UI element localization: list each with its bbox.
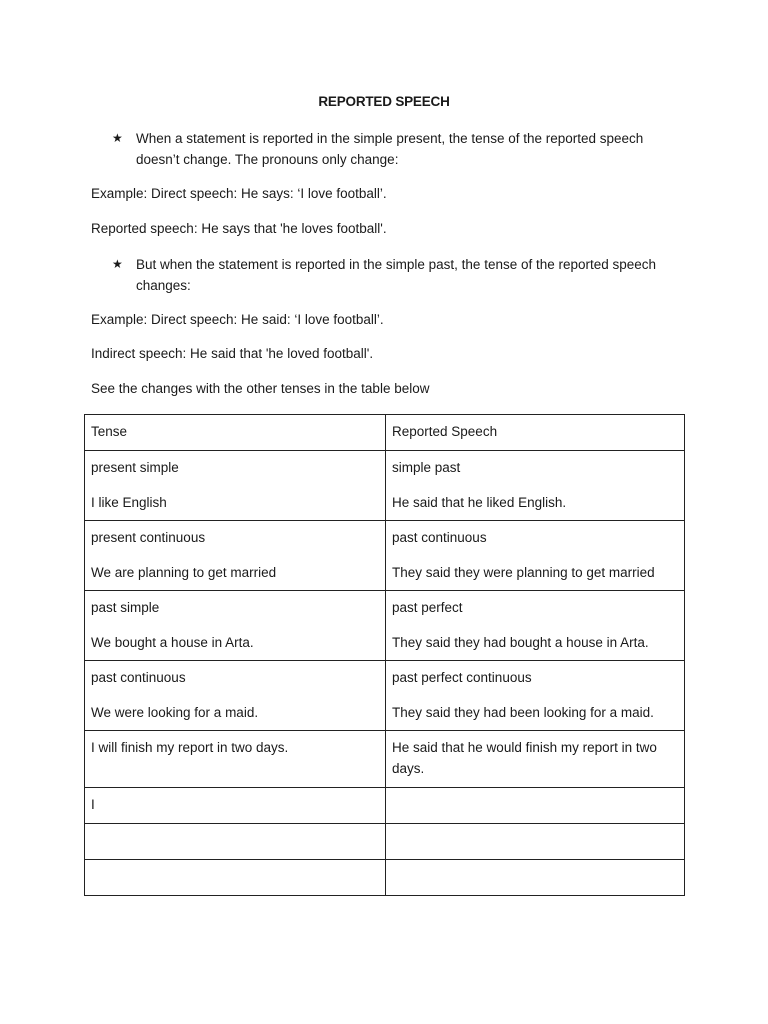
reported-name: past perfect [392,600,463,615]
reported-cell [386,824,685,860]
tense-cell [85,591,386,661]
table-row [85,731,685,788]
header-reported-speech: Reported Speech [386,415,685,451]
reported-cell [386,788,685,824]
tense-example: We bought a house in Arta. [91,635,254,650]
table-row-empty [85,824,685,860]
see-changes-text: See the changes with the other tenses in the table below [91,381,430,396]
tense-cell [85,824,386,860]
table-row-empty [85,860,685,896]
bullet-text: When a statement is reported in the simple present, the tense of the reported speech doesn’t change. The pronouns only change: [136,131,644,167]
table-row [85,451,685,521]
tense-cell: I [85,788,386,824]
reported-cell: He said that he would finish my report in two days. [386,731,685,788]
star-icon: ★ [112,131,123,145]
example-present: Example: Direct speech: He says: ‘I love football’. [91,186,387,201]
tense-cell [85,661,386,731]
tense-name: present simple [91,460,179,475]
tense-example: We are planning to get married [91,565,277,580]
reported-example: They said they were planning to get married [392,565,655,580]
reported-example: He said that he liked English. [392,495,567,510]
indirect-past: Indirect speech: He said that 'he loved football'. [91,346,374,361]
reported-cell [386,451,685,521]
reported-cell [386,860,685,896]
tense-example: We were looking for a maid. [91,705,259,720]
reported-name: past perfect continuous [392,670,532,685]
star-icon: ★ [112,257,123,271]
tense-cell: I will finish my report in two days. [85,731,386,788]
reported-cell [386,661,685,731]
header-tense: Tense [85,415,386,451]
reported-name: simple past [392,460,461,475]
example-past: Example: Direct speech: He said: ‘I love football’. [91,312,384,327]
reported-present: Reported speech: He says that 'he loves football'. [91,221,387,236]
tense-cell [85,451,386,521]
tense-name: past simple [91,600,160,615]
tense-example: I like English [91,495,167,510]
reported-cell [386,591,685,661]
tense-cell [85,860,386,896]
reported-name: past continuous [392,530,487,545]
tenses-table [84,414,685,896]
reported-cell [386,521,685,591]
tense-cell [85,521,386,591]
reported-example: They said they had bought a house in Arta. [392,635,649,650]
page-title: REPORTED SPEECH [318,94,450,109]
reported-example: They said they had been looking for a maid. [392,705,654,720]
tense-name: present continuous [91,530,206,545]
table-header-row [85,415,685,451]
table-row [85,521,685,591]
table-row [85,591,685,661]
table-row [85,788,685,824]
bullet-text: But when the statement is reported in the simple past, the tense of the reported speech changes: [136,257,657,293]
tense-name: past continuous [91,670,186,685]
table-row [85,661,685,731]
